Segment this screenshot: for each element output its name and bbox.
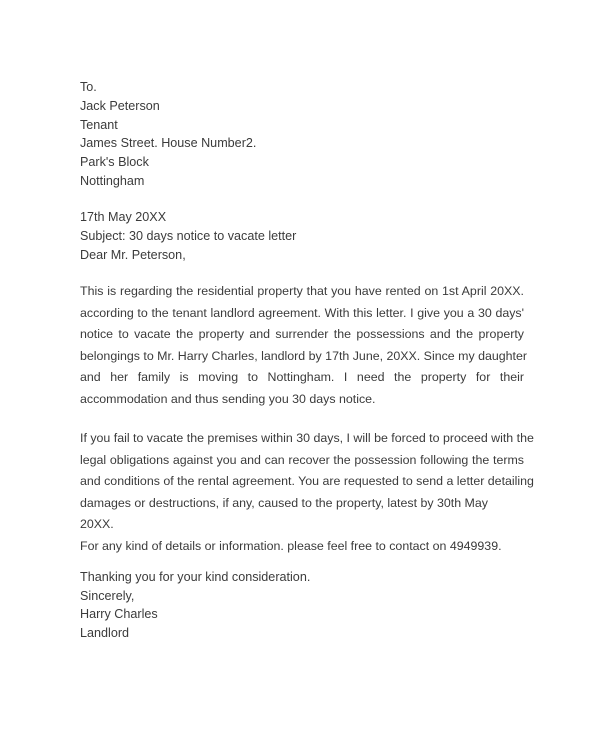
body-paragraph-2 bbox=[80, 428, 534, 557]
text-line: accommodation and thus sending you 30 days notice. bbox=[80, 391, 376, 406]
address-line-street: James Street. House Number2. bbox=[80, 136, 257, 151]
recipient-address-block bbox=[80, 78, 524, 191]
closing-signoff: Sincerely, bbox=[80, 588, 135, 603]
address-line-to: To. bbox=[80, 80, 97, 94]
text-line: This is regarding the residential property that you have rented on 1st April 20XX. bbox=[80, 284, 524, 298]
text-line: and her family is moving to Nottingham. I need the property for their bbox=[80, 370, 524, 384]
closing-block bbox=[80, 568, 524, 643]
text-line: legal obligations against you and can recover the possession following the terms bbox=[80, 452, 524, 467]
text-line: For any kind of details or information. please feel free to contact on 4949939. bbox=[80, 538, 502, 553]
text-line: according to the tenant landlord agreement. With this letter. I give you a 30 days' bbox=[80, 305, 524, 320]
address-line-area: Park's Block bbox=[80, 155, 149, 170]
closing-sender-name: Harry Charles bbox=[80, 607, 158, 622]
text-line: damages or destructions, if any, caused to the property, latest by 30th May 20XX. bbox=[80, 495, 488, 531]
address-line-name: Jack Peterson bbox=[80, 98, 160, 113]
letter-subject: Subject: 30 days notice to vacate letter bbox=[80, 228, 297, 243]
address-line-role: Tenant bbox=[80, 117, 118, 132]
address-line-city: Nottingham bbox=[80, 173, 145, 188]
text-line: and conditions of the rental agreement. You are requested to send a letter detailing bbox=[80, 474, 534, 488]
body-paragraph-1 bbox=[80, 281, 527, 410]
letter-salutation: Dear Mr. Peterson, bbox=[80, 247, 186, 262]
text-line: notice to vacate the property and surrender the possessions and the property bbox=[80, 327, 524, 341]
letter-meta-block bbox=[80, 208, 524, 265]
text-line: If you fail to vacate the premises within 30 days, I will be forced to proceed with the bbox=[80, 431, 534, 445]
text-line: belongings to Mr. Harry Charles, landlord by 17th June, 20XX. Since my daughter bbox=[80, 348, 527, 363]
closing-thanks: Thanking you for your kind consideration. bbox=[80, 570, 311, 584]
closing-sender-role: Landlord bbox=[80, 626, 130, 641]
letter-date: 17th May 20XX bbox=[80, 210, 167, 224]
